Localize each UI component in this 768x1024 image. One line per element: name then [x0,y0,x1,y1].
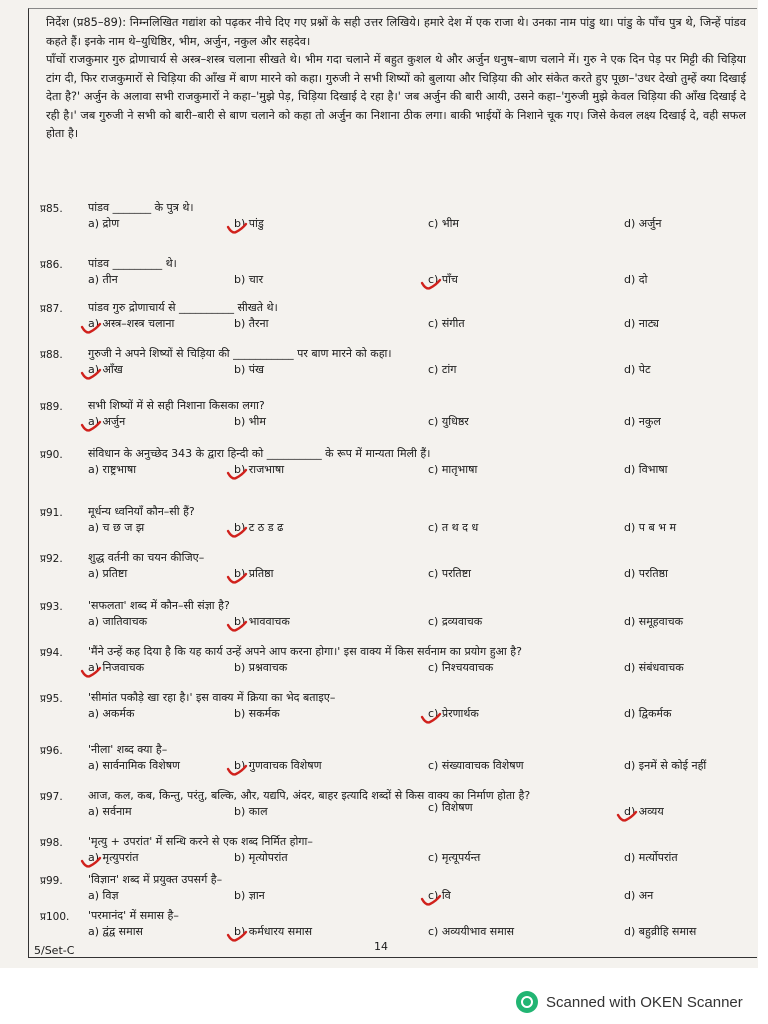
option-c: c) पाँच [428,273,458,286]
set-label: 5/Set-C [34,944,75,957]
question-number: प्र97. [40,791,63,803]
option-d: d) दो [624,273,648,286]
option-a: a) अर्जुन [88,415,126,428]
option-c: c) युधिष्ठर [428,415,469,428]
answer-tick-mark [80,856,102,870]
answer-tick-mark [226,572,248,586]
question-item [40,690,752,738]
question-stem: पांडव _________ थे। [88,257,177,270]
option-c: c) विशेषण [428,801,473,814]
option-c: c) द्रव्यवाचक [428,615,483,628]
question-number: प्र88. [40,349,63,361]
option-c: c) त थ द ध [428,521,479,534]
question-number: प्र100. [40,911,70,923]
question-item [40,742,752,790]
option-d: d) द्विकर्मक [624,707,672,720]
question-stem: 'परमानंद' में समास है– [88,909,179,922]
option-c: c) अव्ययीभाव समास [428,925,515,938]
option-b: b) पांडु [234,217,264,230]
option-a: a) मृत्युपरांत [88,851,139,864]
answer-tick-mark [80,666,102,680]
option-b: b) ज्ञान [234,889,265,902]
question-item [40,346,752,394]
option-d: d) मर्त्योपरांत [624,851,678,864]
question-item [40,550,752,598]
question-item [40,446,752,494]
question-number: प्र90. [40,449,63,461]
question-stem: 'विज्ञान' शब्द में प्रयुक्त उपसर्ग है– [88,873,223,886]
question-number: प्र94. [40,647,63,659]
question-item [40,300,752,348]
option-b: b) प्रश्नवाचक [234,661,288,674]
question-stem: 'मृत्यु + उपरांत' में सन्धि करने से एक शब्द निर्मित होगा– [88,835,313,848]
option-d: d) पेट [624,363,651,376]
answer-tick-mark [226,620,248,634]
option-a: a) अकर्मक [88,707,135,720]
option-a: a) अस्त्र–शस्त्र चलाना [88,317,175,330]
answer-tick-mark [420,278,442,292]
option-c: c) वि [428,889,451,902]
option-b: b) मृत्योपरांत [234,851,288,864]
option-a: a) सर्वनाम [88,805,132,818]
option-c: c) टांग [428,363,457,376]
answer-tick-mark [226,526,248,540]
question-number: प्र85. [40,203,63,215]
question-number: प्र92. [40,553,63,565]
question-stem: संविधान के अनुच्छेद 343 के द्वारा हिन्दी को __________ के रूप में मान्यता मिली हैं। [88,447,431,460]
question-stem: पांडव _______ के पुत्र थे। [88,201,194,214]
option-a: a) च छ ज झ [88,521,145,534]
option-d: d) अर्जुन [624,217,662,230]
question-item [40,256,752,304]
scanner-watermark [516,990,743,1014]
option-b: b) भीम [234,415,266,428]
question-stem: 'मैंने उन्हें कह दिया है कि यह कार्य उन्हें अपने आप करना होगा।' इस वाक्य में किस सर्वनाम का प्रयोग हुआ है? [88,645,522,658]
option-b: b) कर्मधारय समास [234,925,313,938]
question-number: प्र96. [40,745,63,757]
answer-tick-mark [226,468,248,482]
question-stem: शुद्ध वर्तनी का चयन कीजिए– [88,551,205,564]
answer-tick-mark [80,420,102,434]
option-c: c) मृत्यूपर्यन्त [428,851,481,864]
option-c: c) संख्यावाचक विशेषण [428,759,524,772]
page-number: 14 [374,940,388,953]
option-b: b) भाववाचक [234,615,290,628]
option-c: c) परतिष्टा [428,567,471,580]
question-number: प्र89. [40,401,63,413]
question-stem: 'सफलता' शब्द में कौन–सी संज्ञा है? [88,599,230,612]
question-number: प्र98. [40,837,63,849]
option-a: a) सार्वनामिक विशेषण [88,759,181,772]
answer-tick-mark [226,930,248,944]
option-a: a) द्वंद्व समास [88,925,143,938]
option-a: a) आँख [88,363,123,376]
question-stem: सभी शिष्यों में से सही निशाना किसका लगा? [88,399,265,412]
question-item [40,504,752,552]
question-stem: आज, कल, कब, किन्तु, परंतु, बल्कि, और, यद्यपि, अंदर, बाहर इत्यादि शब्दों से किस वाक्य का निर्माण होता है? [88,789,531,802]
option-a: a) प्रतिष्टा [88,567,128,580]
scanner-label: Scanned with OKEN Scanner [546,993,743,1011]
question-stem: मूर्धन्य ध्वनियाँ कौन–सी हैं? [88,505,195,518]
answer-tick-mark [226,764,248,778]
question-number: प्र99. [40,875,63,887]
option-d: d) नाट्य [624,317,659,330]
option-c: c) भीम [428,217,459,230]
answer-tick-mark [420,894,442,908]
option-b: b) प्रतिष्ठा [234,567,274,580]
option-a: a) राष्ट्रभाषा [88,463,137,476]
question-number: प्र91. [40,507,63,519]
option-a: a) तीन [88,273,118,286]
answer-tick-mark [420,712,442,726]
option-d: d) इनमें से कोई नहीं [624,759,707,772]
question-number: प्र87. [40,303,63,315]
question-item [40,908,752,956]
option-a: a) द्रोण [88,217,120,230]
passage-line-1: निर्देश (प्र85–89): निम्नलिखित गद्यांश को पढ़कर नीचे दिए गए प्रश्नों के सही उत्तर लिखिये। हमारे देश में एक राजा थे। उनका नाम पांडु था। पांडु के पाँच पुत्र थे, जिन्हें पांडव कहते हैं। इनके नाम थे–युधिष्ठिर, भीम, अर्जुन, नकुल और सहदेव। [46,16,746,48]
option-b: b) गुणवाचक विशेषण [234,759,322,772]
question-item [40,398,752,446]
answer-tick-mark [226,222,248,236]
question-item [40,200,752,248]
option-d: d) परतिष्ठा [624,567,668,580]
option-d: d) नकुल [624,415,661,428]
option-d: d) प ब भ म [624,521,677,534]
question-item [40,788,752,836]
option-b: b) काल [234,805,268,818]
option-b: b) तैरना [234,317,269,330]
option-b: b) ट ठ ड ढ [234,521,284,534]
question-number: प्र93. [40,601,63,613]
option-d: d) संबंधवाचक [624,661,684,674]
option-a: a) जातिवाचक [88,615,148,628]
question-number: प्र86. [40,259,63,271]
question-stem: 'सीमांत पकौड़े खा रहा है।' इस वाक्य में क्रिया का भेद बताइए– [88,691,336,704]
passage-line-2: पाँचों राजकुमार गुरु द्रोणाचार्य से अस्त्र–शस्त्र चलाना सीखते थे। भीम गदा चलाने में बहुत कुशल थे और अर्जुन धनुष–बाण चलाने में। गुरु ने एक दिन पेड़ पर मिट्टी की चिड़िया टांग दी, फिर राजकुमारों से चिड़िया की आँख में बाण मारने को कहा। गुरुजी ने सभी शिष्यों को बुलाया और चिड़िया की ओर संकेत करते हुए पूछा–'उधर देखो तुम्हें क्या दिखाई देता है?' अर्जुन के अलावा सभी राजकुमारों ने कहा–'मुझे पेड़, चिड़िया दिखाई दे रहा है।' जब अर्जुन की बारी आयी, उसने कहा–'गुरुजी मुझे केवल चिड़िया की आँख दिखाई दे रही है।' जब गुरुजी ने सभी को बारी–बारी से बाण चलाने को कहा तो अर्जुन का निशाना ठीक लगा। बाकी भाईयों के निशाने चूक गए। जिसे केवल लक्ष्य दिखाई दे, वही सफल होता है। [46,53,746,140]
answer-tick-mark [616,810,638,824]
option-d: d) समूहवाचक [624,615,684,628]
scanner-logo-icon [516,991,538,1013]
question-stem: 'नीला' शब्द क्या है– [88,743,168,756]
option-d: d) अव्यय [624,805,664,818]
option-c: c) संगीत [428,317,465,330]
option-a: a) विज्ञ [88,889,119,902]
question-number: प्र95. [40,693,63,705]
question-stem: गुरुजी ने अपने शिष्यों से चिड़िया की ___________ पर बाण मारने को कहा। [88,347,392,360]
option-d: d) अन [624,889,654,902]
option-b: b) पंख [234,363,265,376]
question-stem: पांडव गुरु द्रोणाचार्य से __________ सीखते थे। [88,301,278,314]
answer-tick-mark [80,322,102,336]
option-d: d) विभाषा [624,463,668,476]
question-item [40,644,752,692]
option-c: c) मातृभाषा [428,463,478,476]
option-b: b) चार [234,273,264,286]
question-item [40,598,752,646]
option-c: c) प्रेरणार्थक [428,707,479,720]
option-b: b) राजभाषा [234,463,285,476]
option-d: d) बहुव्रीहि समास [624,925,697,938]
answer-tick-mark [80,368,102,382]
passage [46,14,746,144]
option-a: a) निजवाचक [88,661,145,674]
option-b: b) सकर्मक [234,707,280,720]
option-c: c) निश्चयवाचक [428,661,494,674]
